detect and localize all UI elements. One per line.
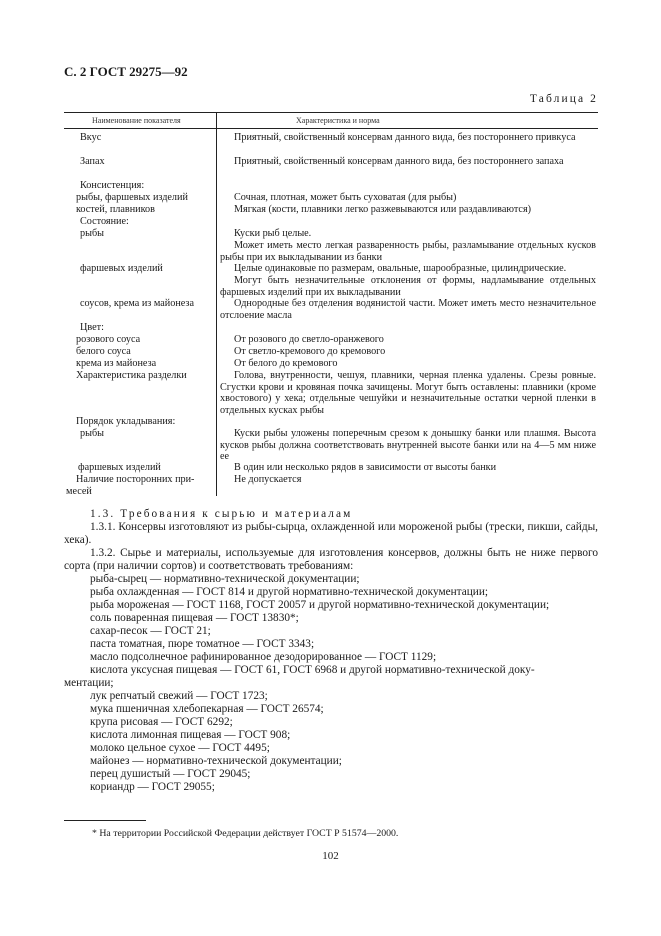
row-value-impurities: Не допускается	[234, 474, 302, 485]
row-value-white-sauce: От светло-кремового до кремового	[234, 346, 386, 357]
row-value-condition-farce-2: Могут быть незначительные отклонения от формы, надламывание отдельных фаршевых изделий при их выкладывании	[220, 275, 596, 298]
requirement-item: кислота уксусная пищевая — ГОСТ 61, ГОСТ 6968 и другой нормативно-технической доку-	[90, 664, 535, 676]
requirement-item: кислота лимонная пищевая — ГОСТ 908;	[90, 729, 291, 741]
requirement-item: рыба-сырец — нормативно-технической документации;	[90, 573, 360, 585]
requirement-item: лук репчатый свежий — ГОСТ 1723;	[90, 690, 268, 702]
page-number: 102	[322, 850, 339, 862]
requirement-item: масло подсолнечное рафинированное дезодорированное — ГОСТ 1129;	[90, 651, 437, 663]
row-value-packing-fish: Куски рыбы уложены поперечным срезом к донышку банки или плашмя. Высота кусков рыбы должна соответствовать внутренней высоте банки или на 4—5 мм ниже ее	[220, 428, 596, 463]
row-label-color: Цвет:	[80, 322, 104, 333]
table-header-norm: Характеристика и норма	[296, 116, 380, 125]
requirement-item: молоко цельное сухое — ГОСТ 4495;	[90, 742, 270, 754]
row-label-condition-sauces: соусов, крема из майонеза	[80, 298, 194, 309]
page-header: С. 2 ГОСТ 29275—92	[64, 64, 188, 79]
row-value-smell: Приятный, свойственный консервам данного вида, без постороннего запаха	[234, 156, 564, 167]
row-label-taste: Вкус	[80, 132, 102, 143]
row-value-cutting: Голова, внутренности, чешуя, плавники, черная пленка удалены. Срезы ровные. Сгустки крови и кровяная почка зачищены. Могут быть оставлены: плавники (кроме хвостового) у хека; отдельные чешуйки и незначительные остатки черной пленки в отдельных кусках рыбы	[220, 370, 596, 417]
row-label-impurities: Наличие посторонних при-	[76, 474, 195, 485]
row-label-fish-products: рыбы, фаршевых изделий	[76, 192, 188, 203]
paragraph-1-3-1: 1.3.1. Консервы изготовляют из рыбы-сырца, охлажденной или мороженой рыбы (трески, пикши, сайды, хека).	[64, 521, 598, 546]
row-label-cutting: Характеристика разделки	[76, 370, 187, 381]
row-value-mayo-cream: От белого до кремового	[234, 358, 338, 369]
footnote-rule	[64, 820, 146, 821]
requirement-item: сахар-песок — ГОСТ 21;	[90, 625, 211, 637]
row-label-packing-fish: рыбы	[80, 428, 104, 439]
row-label-mayo-cream: крема из майонеза	[76, 358, 157, 369]
row-label-white-sauce: белого соуса	[76, 346, 131, 357]
row-label-smell: Запах	[80, 156, 105, 167]
row-value-condition-fish-1: Куски рыб целые.	[234, 228, 312, 239]
requirement-item-continued: ментации;	[64, 677, 114, 689]
requirement-item: кориандр — ГОСТ 29055;	[90, 781, 215, 793]
table-column-divider	[216, 112, 217, 496]
row-value-fish-products: Сочная, плотная, может быть суховатая (для рыбы)	[234, 192, 457, 203]
row-label-packing-order: Порядок укладывания:	[76, 416, 176, 427]
row-label-condition: Состояние:	[80, 216, 129, 227]
row-label-impurities-cont: месей	[66, 486, 92, 497]
row-label-condition-fish: рыбы	[80, 228, 104, 239]
requirement-item: рыба охлажденная — ГОСТ 814 и другой нормативно-технической документации;	[90, 586, 489, 598]
requirement-item: крупа рисовая — ГОСТ 6292;	[90, 716, 233, 728]
table-header-indicator: Наименование показателя	[92, 116, 181, 125]
requirement-item: мука пшеничная хлебопекарная — ГОСТ 26574;	[90, 703, 324, 715]
requirement-item: паста томатная, пюре томатное — ГОСТ 3343;	[90, 638, 315, 650]
row-value-condition-fish-2: Может иметь место легкая разваренность рыбы, разламывание отдельных кусков рыбы при их выкладывании из банки	[220, 240, 596, 263]
indicators-table	[64, 112, 598, 496]
paragraph-1-3-2: 1.3.2. Сырье и материалы, используемые для изготовления консервов, должны быть не ниже первого сорта (при наличии сортов) и соответствовать требованиям:	[64, 547, 598, 572]
requirement-item: майонез — нормативно-технической документации;	[90, 755, 342, 767]
section-heading: 1.3. Требования к сырью и материалам	[90, 508, 353, 520]
row-value-pink-sauce: От розового до светло-оранжевого	[234, 334, 384, 345]
requirement-item: соль поваренная пищевая — ГОСТ 13830*;	[90, 612, 299, 624]
row-value-condition-sauces: Однородные без отделения водянистой части. Может иметь место незначительное отслоение масла	[220, 298, 596, 321]
row-value-condition-farce-1: Целые одинаковые по размерам, овальные, шарообразные, цилиндрические.	[234, 263, 567, 274]
footnote: * На территории Российской Федерации действует ГОСТ Р 51574—2000.	[92, 828, 399, 839]
row-label-packing-farce: фаршевых изделий	[78, 462, 161, 473]
requirement-item: перец душистый — ГОСТ 29045;	[90, 768, 251, 780]
row-label-condition-farce: фаршевых изделий	[80, 263, 163, 274]
row-label-pink-sauce: розового соуса	[76, 334, 141, 345]
section-1-3	[64, 508, 598, 794]
row-label-bones-fins: костей, плавников	[76, 204, 155, 215]
row-value-bones-fins: Мягкая (кости, плавники легко разжевываются или раздавливаются)	[234, 204, 532, 215]
table-top-rule	[64, 112, 598, 113]
table-label: Таблица 2	[529, 93, 598, 105]
row-value-taste: Приятный, свойственный консервам данного вида, без постороннего привкуса	[234, 132, 576, 143]
row-value-packing-farce: В один или несколько рядов в зависимости от высоты банки	[234, 462, 497, 473]
row-label-consistency: Консистенция:	[80, 180, 145, 191]
table-header-rule	[64, 128, 598, 129]
requirement-item: рыба мороженая — ГОСТ 1168, ГОСТ 20057 и другой нормативно-технической документации;	[90, 599, 550, 611]
